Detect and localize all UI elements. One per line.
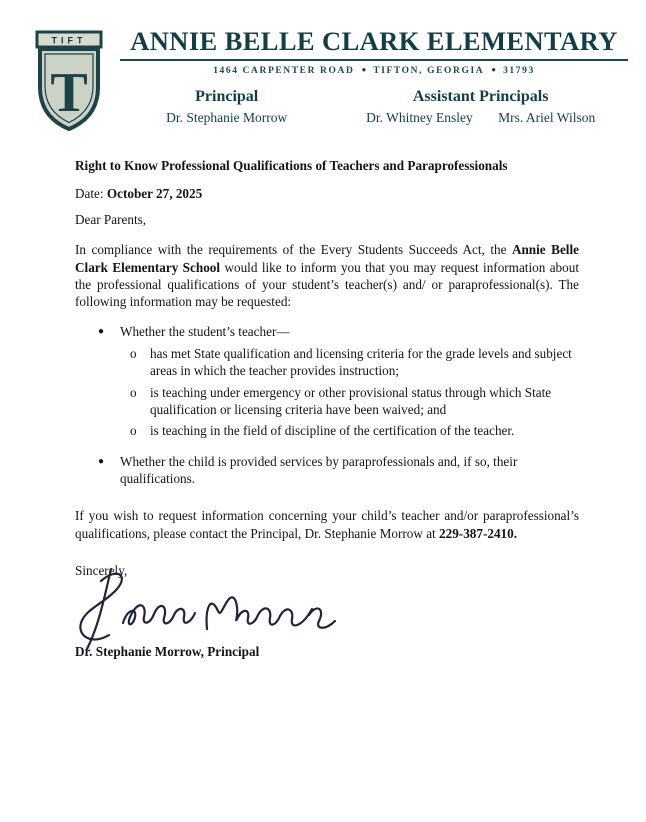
assistant-principals-names (333, 110, 628, 126)
bullet-text: Whether the child is provided services by paraprofessionals and, if so, their qualifications. (120, 454, 518, 487)
bullet-icon: ● (98, 326, 105, 338)
school-logo (34, 30, 104, 139)
bullet-icon: ● (98, 456, 105, 468)
sub-bullet-icon: o (130, 422, 137, 438)
subject-line: Right to Know Professional Qualifications of Teachers and Paraprofessionals (75, 158, 508, 173)
assistant-principal-name: Mrs. Ariel Wilson (498, 110, 596, 125)
principal-column (120, 88, 333, 126)
signature (61, 567, 351, 651)
address-street: 1464 CARPENTER ROAD (213, 66, 355, 76)
sub-bullet-icon: o (130, 346, 137, 362)
assistant-principals-title: Assistant Principals (412, 88, 549, 105)
paragraph-text: would like to inform you that you may request information about the professional qualifications of your student’s teacher(s) and/ or paraprofessional(s). The following information may be requested: (75, 259, 580, 309)
letter-body (75, 157, 579, 660)
salutation: Dear Parents, (75, 212, 147, 228)
letterhead-text (104, 26, 628, 126)
school-name: ANNIE BELLE CLARK ELEMENTARY (130, 26, 618, 56)
bullet-text: Whether the student’s teacher— (120, 324, 290, 340)
bullet-paraprofessionals (75, 453, 579, 487)
address-zip: 31793 (503, 66, 535, 76)
date-label: Date: (75, 186, 107, 202)
principal-title: Principal (195, 88, 259, 105)
date-value: October 27, 2025 (106, 186, 203, 202)
sub-bullet-text: is teaching in the field of discipline of the certification of the teacher. (150, 422, 515, 438)
letterhead (34, 26, 628, 139)
logo-letter-t: T (50, 62, 88, 124)
header-divider (120, 59, 628, 61)
logo-banner-text: TIFT (51, 35, 87, 46)
assistant-principals-column (333, 88, 628, 126)
signer-name: Dr. Stephanie Morrow, Principal (75, 643, 260, 659)
sub-bullet-icon: o (130, 384, 137, 400)
school-name-inline: Annie Belle Clark Elementary School (75, 242, 579, 275)
assistant-principal-name: Dr. Whitney Ensley (366, 110, 473, 125)
paragraph-text: If you wish to request information concerning your child’s teacher and/or paraprofessional’s qualifications, please contact the Principal, Dr. Stephanie Morrow at (75, 508, 579, 541)
closing: Sincerely, (75, 562, 128, 578)
sub-bullet-text: has met State qualification and licensing criteria for the grade levels and subject areas in which the teacher provides instruction; (150, 346, 572, 379)
phone-number: 229-387-2410. (439, 525, 518, 541)
sub-bullet-text: is teaching under emergency or other provisional status through which State qualification or licensing criteria have been waived; and (150, 384, 552, 417)
address-separator-icon: ● (361, 65, 367, 74)
paragraph-text: In compliance with the requirements of the Every Students Succeeds Act, the (75, 242, 512, 258)
bullet-teacher (75, 323, 579, 340)
principal-name: Dr. Stephanie Morrow (166, 110, 288, 125)
school-address (120, 65, 628, 76)
sub-bullet-field (75, 422, 579, 439)
date-line (75, 185, 579, 202)
address-city: TIFTON, GEORGIA (373, 66, 485, 76)
sub-bullet-criteria (75, 345, 579, 379)
tift-shield-icon (34, 30, 104, 134)
address-separator-icon: ● (491, 65, 497, 74)
sub-bullet-waived (75, 384, 579, 418)
administrators-row (120, 88, 628, 126)
paragraph-contact (75, 507, 579, 541)
paragraph-compliance (75, 241, 579, 310)
